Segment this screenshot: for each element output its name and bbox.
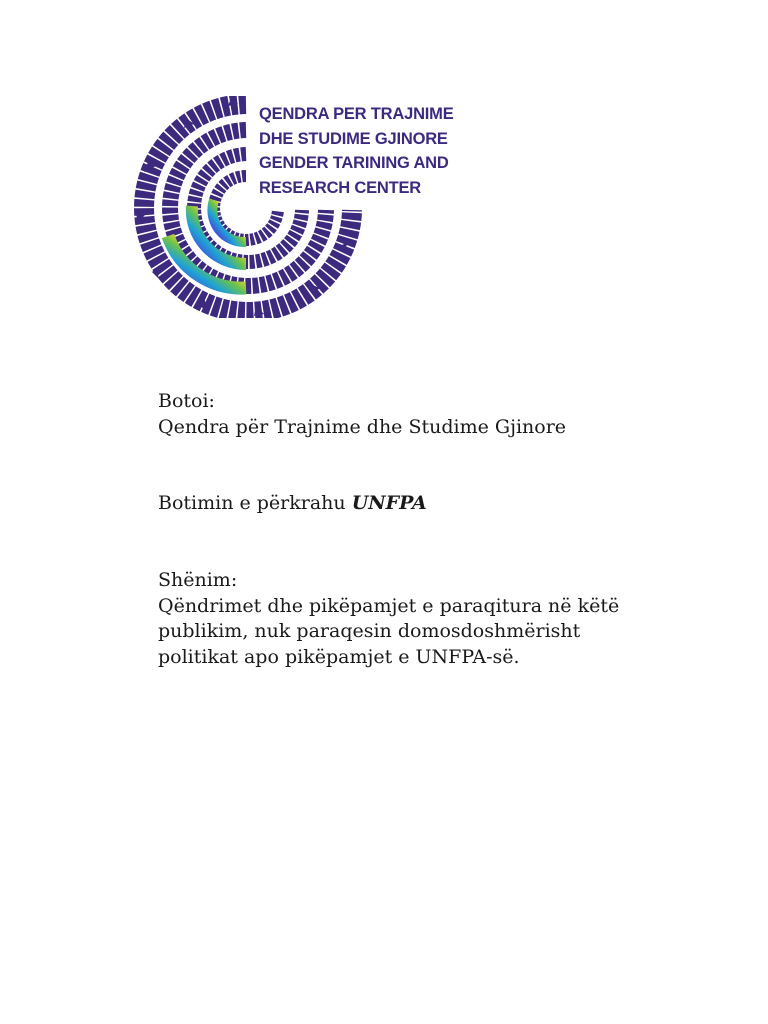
note-line-1: Qëndrimet dhe pikëpamjet e paraqitura në këtë — [158, 594, 620, 617]
note-block — [158, 568, 619, 670]
note-label: Shënim: — [158, 569, 238, 591]
support-prefix: Botimin e përkrahu — [158, 492, 352, 514]
logo-line-1: QENDRA PER TRAJNIME — [259, 105, 454, 123]
logo — [128, 96, 458, 318]
logo-line-3: GENDER TARINING AND — [259, 154, 449, 172]
publisher-label: Botoi: — [158, 390, 215, 412]
logo-line-4: RESEARCH CENTER — [259, 178, 422, 197]
support-line — [158, 491, 427, 517]
publisher-block — [158, 389, 566, 440]
logo-title — [259, 102, 454, 200]
note-line-2: publikim, nuk paraqesin domosdoshmërisht — [158, 620, 581, 642]
logo-line-2: DHE STUDIME GJINORE — [259, 129, 448, 148]
publisher-name: Qendra për Trajnime dhe Studime Gjinore — [158, 415, 567, 438]
note-line-3: politikat apo pikëpamjet e UNFPA-së. — [158, 645, 520, 668]
support-org: UNFPA — [351, 492, 427, 514]
support-block — [158, 491, 427, 517]
